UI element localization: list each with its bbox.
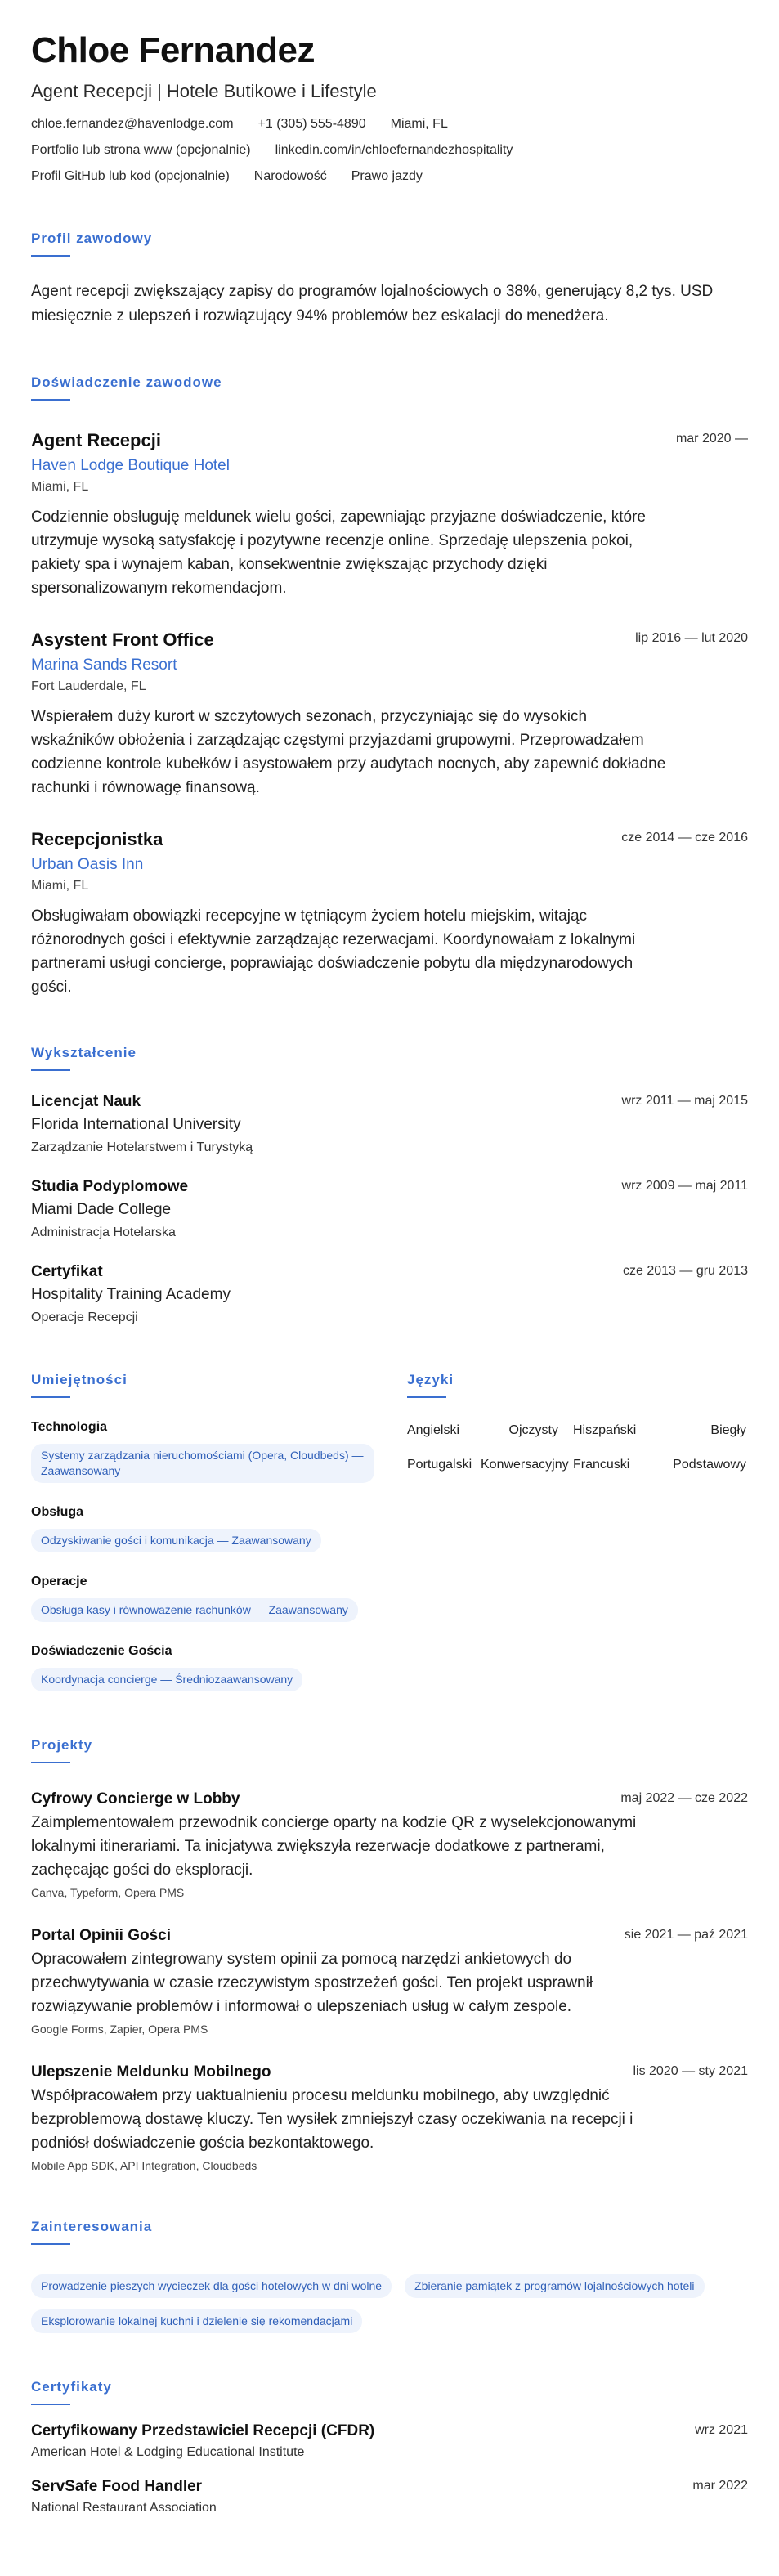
- contact-row-1: [31, 116, 748, 132]
- resume-header: [31, 29, 748, 185]
- project-title: Cyfrowy Concierge w Lobby: [31, 1790, 240, 1808]
- section-divider: [31, 2243, 70, 2245]
- interests-section: [31, 2219, 748, 2333]
- section-divider: [31, 1069, 70, 1071]
- section-title-projects: Projekty: [31, 1737, 93, 1753]
- candidate-headline: Agent Recepcji | Hotele Butikowe i Lifestyle: [31, 81, 377, 101]
- section-title-languages: Języki: [407, 1372, 454, 1387]
- language-name: Angielski: [407, 1423, 460, 1437]
- job-entry: [31, 629, 748, 800]
- certification-issuer: American Hotel & Lodging Educational Institute: [31, 2445, 305, 2459]
- section-divider: [31, 1396, 70, 1398]
- skill-chip: Systemy zarządzania nieruchomościami (Opera, Cloudbeds) — Zaawansowany: [31, 1444, 374, 1483]
- section-title-skills: Umiejętności: [31, 1372, 128, 1387]
- interests-list: [31, 2263, 750, 2333]
- project-date: maj 2022 — cze 2022: [620, 1791, 748, 1805]
- skill-group: [31, 1643, 374, 1691]
- education-school: Hospitality Training Academy: [31, 1286, 231, 1303]
- project-entry: [31, 1926, 748, 2036]
- contact-driving-license: Prawo jazdy: [351, 169, 423, 183]
- project-entry: [31, 1790, 748, 1900]
- section-divider: [407, 1396, 446, 1398]
- project-date: lis 2020 — sty 2021: [633, 2064, 748, 2078]
- certification-entry: [31, 2477, 748, 2516]
- experience-section: [31, 374, 748, 999]
- section-title-certifications: Certyfikaty: [31, 2379, 112, 2395]
- skill-category: Obsługa: [31, 1505, 84, 1519]
- profile-summary: Agent recepcji zwiększający zapisy do programów lojalnościowych o 38%, generujący 8,2 tys. USD miesięcznie z ulepszeń i rozwiązujący 94% problemów bez eskalacji do menedżera.: [31, 283, 714, 325]
- job-location: Miami, FL: [31, 480, 89, 494]
- language-row: [407, 1457, 746, 1473]
- education-field: Administracja Hotelarska: [31, 1225, 176, 1239]
- section-divider: [31, 2404, 70, 2405]
- certification-date: mar 2022: [692, 2479, 748, 2493]
- job-entry: [31, 430, 748, 600]
- interest-chip: Zbieranie pamiątek z programów lojalnościowych hoteli: [405, 2274, 704, 2298]
- section-divider: [31, 399, 70, 401]
- education-degree: Licencjat Nauk: [31, 1093, 141, 1110]
- language-level: Konwersacyjny: [481, 1458, 569, 1472]
- contact-nationality: Narodowość: [253, 169, 327, 183]
- language-name: Francuski: [573, 1458, 630, 1472]
- project-description: Zaimplementowałem przewodnik concierge oparty na kodzie QR z wyselekcjonowanymi lokalnymi itinerariami. Ta inicjatywa zwiększyła rezerwacje dodatkowe z partnerami, zachęcając gości do eksploracji.: [31, 1814, 637, 1879]
- contact-location: Miami, FL: [390, 117, 448, 131]
- language-row: [407, 1422, 746, 1439]
- job-title: Asystent Front Office: [31, 629, 214, 650]
- skill-group: [31, 1574, 374, 1622]
- education-entry: [31, 1092, 748, 1156]
- education-date: cze 2013 — gru 2013: [623, 1264, 748, 1278]
- education-school: Miami Dade College: [31, 1201, 172, 1218]
- certification-date: wrz 2021: [695, 2423, 748, 2437]
- language-level: Ojczysty: [508, 1423, 558, 1437]
- contact-email[interactable]: chloe.fernandez@havenlodge.com: [31, 117, 234, 131]
- project-description: Opracowałem zintegrowany system opinii za pomocą narzędzi ankietowych do przechwytywania w czasie rzeczywistym spostrzeżeń gości. Ten projekt usprawnił rozwiązywanie problemów i informował o ulepszeniach usług w całym zespole.: [31, 1951, 593, 2015]
- contact-portfolio[interactable]: Portfolio lub strona www (opcjonalnie): [31, 143, 251, 157]
- contact-github[interactable]: Profil GitHub lub kod (opcjonalnie): [31, 169, 230, 183]
- education-degree: Studia Podyplomowe: [31, 1178, 189, 1195]
- project-tech: Mobile App SDK, API Integration, Cloudbeds: [31, 2159, 257, 2172]
- certification-name: Certyfikowany Przedstawiciel Recepcji (CFDR): [31, 2422, 375, 2439]
- job-date: lip 2016 — lut 2020: [635, 631, 748, 645]
- job-description: Obsługiwałam obowiązki recepcyjne w tętniącym życiem hotelu miejskim, witając różnorodnych gości i efektywnie zarządzając rezerwacjami. Koordynowałam z lokalnymi partnerami usługi concierge, poprawiając doświadczenie pobytu dla międzynarodowych gości.: [31, 907, 636, 996]
- project-tech: Google Forms, Zapier, Opera PMS: [31, 2023, 208, 2036]
- contact-phone[interactable]: +1 (305) 555-4890: [257, 117, 366, 131]
- project-description: Współpracowałem przy uaktualnieniu procesu meldunku mobilnego, aby uwzględnić bezproblemową dostawę kluczy. Ten wysiłek zmniejszył czasy oczekiwania na recepcji i podniósł doświadczenie gościa bezkontaktowego.: [31, 2087, 633, 2152]
- project-tech: Canva, Typeform, Opera PMS: [31, 1886, 185, 1899]
- section-title-interests: Zainteresowania: [31, 2219, 153, 2234]
- language-level: Biegły: [710, 1423, 746, 1437]
- section-title-education: Wykształcenie: [31, 1045, 137, 1060]
- skill-chip: Koordynacja concierge — Średniozaawansowany: [31, 1668, 302, 1691]
- language-name: Portugalski: [407, 1458, 472, 1472]
- languages-table: [407, 1422, 746, 1473]
- job-company: Marina Sands Resort: [31, 656, 177, 674]
- job-description: Wspierałem duży kurort w szczytowych sezonach, przyczyniając się do wysokich wskaźników obłożenia i zarządzając częstymi przyjazdami grupowymi. Przeprowadzałem codzienne kontrole kubełków i asystowałem przy audytach nocnych, aby zapewnić dokładne rachunki i równowagę finansową.: [31, 708, 666, 796]
- profile-section: [31, 231, 748, 329]
- skill-chip: Obsługa kasy i równoważenie rachunków — Zaawansowany: [31, 1598, 358, 1622]
- project-title: Ulepszenie Meldunku Mobilnego: [31, 2063, 271, 2081]
- interest-chip: Eksplorowanie lokalnej kuchni i dzielenie się rekomendacjami: [31, 2309, 362, 2333]
- job-entry: [31, 829, 748, 999]
- job-title: Agent Recepcji: [31, 430, 161, 450]
- projects-section: [31, 1737, 748, 2173]
- certification-issuer: National Restaurant Association: [31, 2501, 217, 2515]
- education-section: [31, 1045, 748, 1326]
- job-location: Miami, FL: [31, 879, 89, 893]
- education-field: Operacje Recepcji: [31, 1310, 138, 1324]
- section-divider: [31, 1762, 70, 1763]
- job-description: Codziennie obsługuję meldunek wielu gości, zapewniając przyjazne doświadczenie, które utrzymuje wysoką satysfakcję i pozytywne recenzje online. Sprzedaję ulepszenia pokoi, pakiety spa i wynajem kaban, konsekwentnie zwiększając przychody dzięki spersonalizowanym rekomendacjom.: [31, 508, 646, 597]
- education-entry: [31, 1262, 748, 1326]
- job-company: Haven Lodge Boutique Hotel: [31, 457, 230, 474]
- skills-languages-row: [31, 1372, 748, 1691]
- skill-category: Operacje: [31, 1575, 87, 1588]
- skill-category: Doświadczenie Gościa: [31, 1644, 172, 1658]
- section-title-experience: Doświadczenie zawodowe: [31, 374, 222, 390]
- education-degree: Certyfikat: [31, 1263, 103, 1280]
- skill-chip: Odzyskiwanie gości i komunikacja — Zaawansowany: [31, 1529, 321, 1552]
- education-field: Zarządzanie Hotelarstwem i Turystyką: [31, 1140, 253, 1154]
- contact-row-3: [31, 168, 748, 185]
- project-date: sie 2021 — paź 2021: [624, 1928, 748, 1942]
- language-name: Hiszpański: [573, 1423, 637, 1437]
- job-company: Urban Oasis Inn: [31, 856, 144, 873]
- languages-section: [407, 1372, 746, 1691]
- skill-category: Technologia: [31, 1420, 108, 1434]
- interest-chip: Prowadzenie pieszych wycieczek dla gości hotelowych w dni wolne: [31, 2274, 392, 2298]
- candidate-name: Chloe Fernandez: [31, 30, 315, 70]
- education-date: wrz 2011 — maj 2015: [621, 1094, 748, 1108]
- skill-group: [31, 1419, 374, 1483]
- certification-name: ServSafe Food Handler: [31, 2478, 203, 2495]
- education-entry: [31, 1177, 748, 1241]
- education-school: Florida International University: [31, 1116, 241, 1133]
- skills-section: [31, 1372, 374, 1691]
- certifications-section: [31, 2379, 748, 2516]
- education-date: wrz 2009 — maj 2011: [621, 1179, 748, 1193]
- language-level: Podstawowy: [673, 1458, 746, 1472]
- job-title: Recepcjonistka: [31, 829, 163, 849]
- section-title-profile: Profil zawodowy: [31, 231, 153, 246]
- project-title: Portal Opinii Gości: [31, 1927, 172, 1944]
- job-date: mar 2020 —: [675, 432, 748, 446]
- job-location: Fort Lauderdale, FL: [31, 679, 146, 693]
- section-divider: [31, 255, 70, 257]
- contact-row-2: [31, 142, 748, 159]
- certification-entry: [31, 2421, 748, 2461]
- job-date: cze 2014 — cze 2016: [621, 831, 748, 844]
- skill-group: [31, 1504, 374, 1552]
- contact-linkedin[interactable]: linkedin.com/in/chloefernandezhospitality: [275, 143, 513, 157]
- project-entry: [31, 2063, 748, 2173]
